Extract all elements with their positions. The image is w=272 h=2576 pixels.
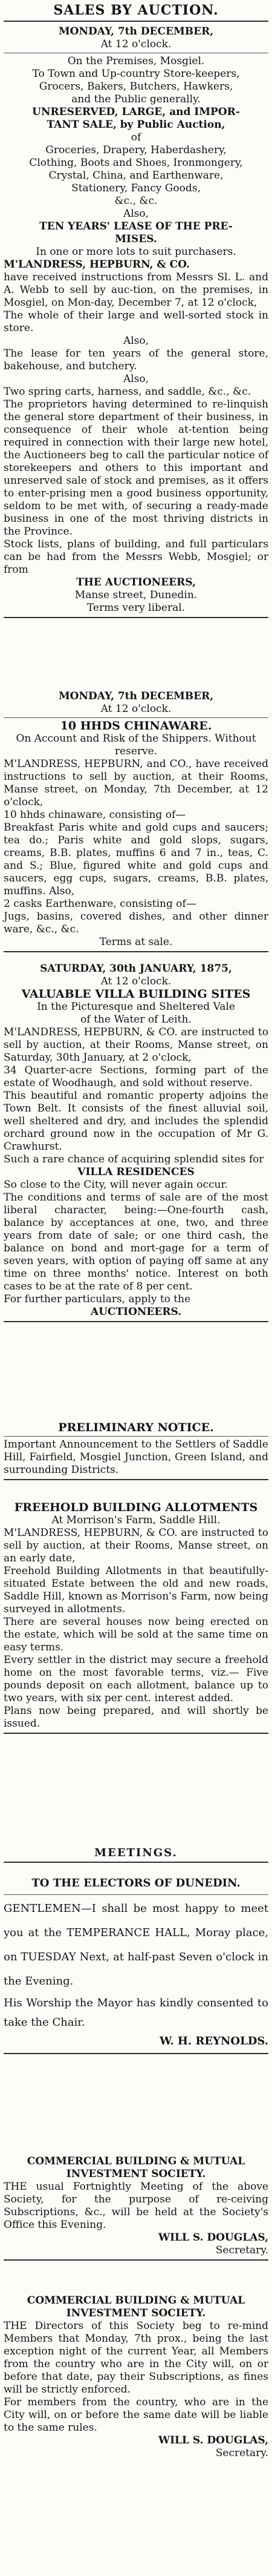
ad-paragraph: For further particulars, apply to the [4,1293,191,1305]
ad-date: MONDAY, 7th DECEMBER, [58,25,214,38]
divider [4,617,268,618]
ad-title: COMMERCIAL BUILDING & MUTUAL [27,2155,245,2167]
ad-paragraph: 34 Quarter-acre Sections, forming part of the estate of Woodhaugh, and sold without reserve. [4,1064,268,1089]
electors-notice [4,1874,268,2057]
ad-time: At 12 o'clock. [100,703,172,715]
ad-line: Also, [123,208,149,220]
ad-date: MONDAY, 7th DECEMBER, [58,690,214,702]
divider [4,1436,268,1437]
ad-title: PRELIMINARY NOTICE. [58,1421,214,1434]
ad-paragraph: M'LANDRESS, HEPBURN, and CO., have received instructions to sell by auction, at their Rooms, Manse street, on Monday, 7th December, at 12 o'clock, [4,758,268,808]
ad-signature: WILL S. DOUGLAS, [158,2232,268,2244]
ad-paragraph: Stock lists, plans of building, and full particulars can be had from the Messrs Webb, Mosgiel; or from [4,538,268,576]
ad-title: 10 HHDS CHINAWARE. [60,719,212,733]
ad-subtitle: In the Picturesque and Sheltered Vale [37,1001,235,1013]
ad-paragraph: The whole of their large and well-sorted stock in store. [4,309,268,334]
ad-line: To Town and Up-country Store-keepers, [32,68,240,80]
ad-paragraph: Breakfast Paris white and gold cups and saucers; tea do.; Paris white and gold slops, sugars, creams, B.B. plates, muffins 6 and 7 in., teas, C. and S.; Blue, figured white and gold cups and saucers, egg cups, sugars, creams, B.B. plates, muffins. Also, [4,822,268,897]
ad-paragraph: The lease for ten years of the general store, bakehouse, and butchery. [4,348,268,372]
ad-signature-title: Secretary. [215,2447,268,2459]
page-title: SALES BY AUCTION. [53,2,219,18]
ad-paragraph: Such a rare chance of acquiring splendid sites for [4,1153,264,1165]
ad-paragraph: Freehold Building Allotments in that beautifully-situated Estate between the old and new roads, Saddle Hill, known as Morrison's Farm, now being surveyed in allotments. [4,1565,268,1615]
ad-paragraph: Every settler in the district may secure a freehold home on the most favorable terms, viz.— Five pounds deposit on each allotment, balance up to two years, with six per cent. interest added. [4,1654,268,1704]
ad-terms: Terms at sale. [99,936,173,948]
ad-title: TO THE ELECTORS OF DUNEDIN. [31,1877,241,1889]
ad-paragraph: The proprietors having determined to re-linquish the general store department of their business, in consequence of their whole at-tention being required in connection with their large new hotel, the Auctioneers beg to call the particular notice of storekeepers and others to this important and unreserved sale of stock and premises, as it offers to enter-prising men a good business opportunity, seldom to be met with, of securing a ready-made business in one of the most thriving districts in the Province. [4,398,268,538]
ad-title: INVESTMENT SOCIETY. [66,2168,206,2180]
ad-title: FREEHOLD BUILDING ALLOTMENTS [14,1501,258,1514]
ad-line: of [131,131,141,143]
building-society-meeting [4,2155,268,2263]
ad-paragraph: Jugs, basins, covered dishes, and other dinner ware, &c., &c. [4,911,268,935]
ad-time: At 12 o'clock. [100,975,172,987]
header-rule [4,21,268,22]
ad-paragraph: This beautiful and romantic property adjoins the Town Belt. It consists of the finest alluvial soil, well sheltered and dry, and includes the splendid orchard ground now in the occupation of Mr G. Crawhurst. [4,1090,268,1153]
ad-heading: MISES. [115,233,157,245]
ad-paragraph: GENTLEMEN—I shall be most happy to meet you at the TEMPERANCE HALL, Moray place, on TUESDAY Next, at half-past Seven o'clock in the Evening. [4,1902,268,1988]
ad-paragraph: Important Announcement to the Settlers of Saddle Hill, Fairfield, Mosgiel Junction, Green Island, and surrounding Districts. [4,1438,268,1476]
ad-paragraph: 2 casks Earthenware, consisting of— [4,898,196,910]
ad-paragraph: There are several houses now being erected on the estate, which will be sold at the same time on easy terms. [4,1616,268,1653]
divider [4,717,268,718]
ad-signature: W. H. REYNOLDS. [159,2035,268,2047]
ad-subtitle: At Morrison's Farm, Saddle Hill. [51,1514,221,1526]
ad-heading: TEN YEARS' LEASE OF THE PRE- [39,220,233,232]
ad-address: Manse street, Dunedin. [74,589,198,601]
ad-subtitle: On Account and Risk of the Shippers. Without reserve. [16,733,256,757]
ad-line: and the Public generally. [71,93,201,105]
building-society-notice [4,2294,268,2460]
section-header [4,2,268,24]
freehold-allotments-ad [4,1501,268,1736]
divider [4,1479,268,1480]
ad-title: COMMERCIAL BUILDING & MUTUAL [27,2294,245,2307]
ad-paragraph: have received instructions from Messrs Sl. L. and A. Webb to sell by auc-tion, on the premises, in Mosgiel, on Mon-day, December 7, at 12 o'clock, [4,271,268,309]
meetings-header [4,1846,268,1865]
ad-line: Crystal, China, and Earthenware, [48,170,224,182]
ad-line: In one or more lots to suit purchasers. [36,246,236,258]
divider [4,2259,268,2261]
ad-heading: UNRESERVED, LARGE, and IMPOR- [32,106,240,118]
divider [4,1894,268,1895]
ad-line: &c., &c. [114,195,158,207]
ad-line: Grocers, Bakers, Butchers, Hawkers, [39,81,233,93]
ad-paragraph: M'LANDRESS, HEPBURN, & CO. are instructed to sell by auction, at their Rooms, Manse street, on Saturday, 30th January, at 2 o'clock, [4,1026,268,1064]
ad-date: SATURDAY, 30th JANUARY, 1875, [40,963,232,975]
ad-signature: AUCTIONEERS. [90,1306,182,1318]
ad-paragraph: So close to the City, will never again occur. [4,1179,228,1191]
divider [4,2053,268,2054]
ad-signature-title: Secretary. [215,2244,268,2256]
divider [4,951,268,952]
ad-line: Also, [123,335,149,347]
ad-paragraph: 10 hhds chinaware, consisting of— [4,809,186,821]
auction-ad-mosgiel [4,25,268,621]
ad-heading: TANT SALE, by Public Auction, [47,119,225,131]
ad-line: Clothing, Boots and Shoes, Ironmongery, [29,157,243,169]
ad-line: Also, [123,373,149,385]
ad-paragraph: Two spring carts, harness, and saddle, &c., &c. [4,386,251,398]
divider [4,1733,268,1734]
ad-title: INVESTMENT SOCIETY. [66,2307,206,2319]
divider [4,1862,268,1863]
ad-line: Groceries, Drapery, Haberdashery, [45,144,227,156]
auction-ad-chinaware [4,690,268,955]
auctioneer-name: M'LANDRESS, HEPBURN, & CO. [4,259,190,271]
ad-paragraph: Plans now being prepared, and will shortly be issued. [4,1705,268,1730]
ad-paragraph: His Worship the Mayor has kindly consented to take the Chair. [4,1997,268,2029]
ad-terms: Terms very liberal. [86,602,186,614]
ad-heading: VILLA RESIDENCES [77,1166,195,1178]
preliminary-notice [4,1421,268,1483]
ad-paragraph: M'LANDRESS, HEPBURN, & CO. are instructed to sell by auction, at their Rooms, Manse street, on an early date, [4,1527,268,1564]
section-title: MEETINGS. [94,1846,178,1859]
ad-line: Stationery, Fancy Goods, [71,182,201,194]
ad-signature: WILL S. DOUGLAS, [158,2434,268,2446]
ad-paragraph: For members from the country, who are in the City will, on or before the same date will be liable to the same rules. [4,2396,268,2434]
ad-subtitle: of the Water of Leith. [80,1013,192,1026]
divider [4,1321,268,1322]
auction-ad-villa-sites [4,963,268,1325]
ad-signature: THE AUCTIONEERS, [76,576,196,588]
ad-title: VALUABLE VILLA BUILDING SITES [21,987,251,1001]
ad-paragraph: THE usual Fortnightly Meeting of the above Society, for the purpose of re-ceiving Subscriptions, &c., will be held at the Society's Office this Evening. [4,2181,268,2231]
ad-line: On the Premises, Mosgiel. [67,55,205,67]
ad-paragraph: THE Directors of this Society beg to re-mind Members that Monday, 7th prox., being the last exception night of the current Year, all Members from the country who are in the City will, on or before that date, pay their Subscriptions, as fines will be strictly enforced. [4,2320,268,2396]
ad-time: At 12 o'clock. [100,38,172,50]
ad-paragraph: The conditions and terms of sale are of the most liberal character, being:—One-fourth cash, balance by acceptances at one, two, and three years from date of sale; or one third cash, the balance on bond and mort-gage for a term of seven years, with option of paying off same at any time on three months' notice. Interest on both cases to be at the rate of 8 per cent. [4,1191,268,1293]
